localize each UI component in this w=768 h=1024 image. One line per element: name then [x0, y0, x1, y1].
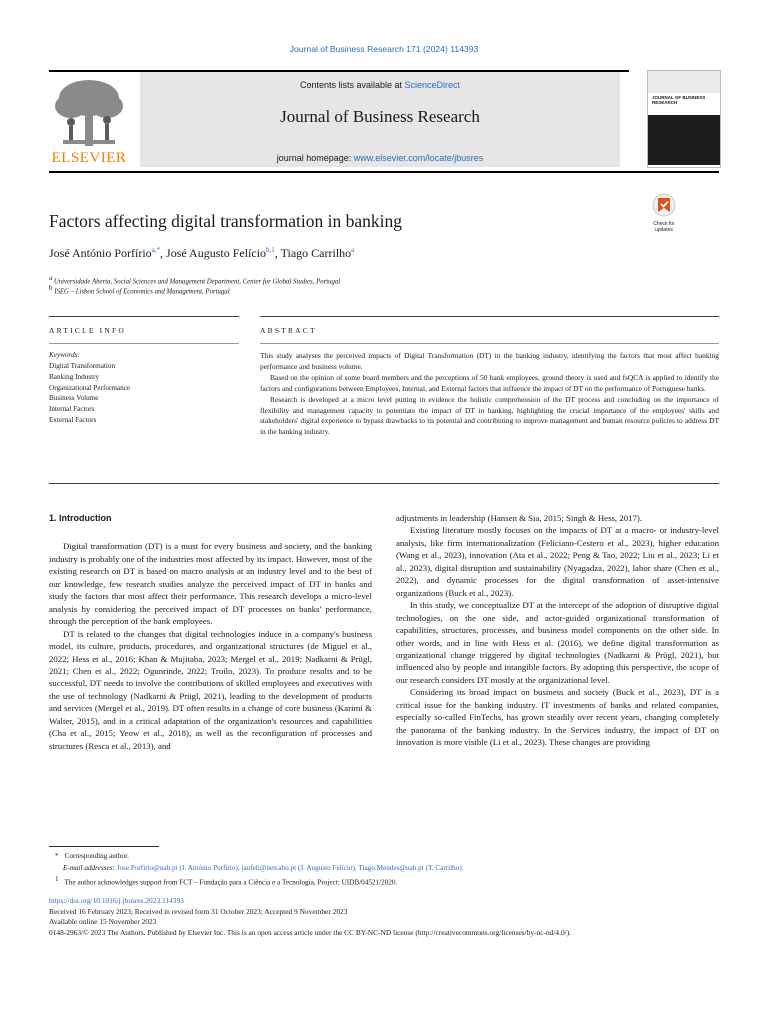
affiliation-text: Universidade Aberta, Social Sciences and Management Department, Center for Global Studies, Portugal [53, 278, 341, 286]
affiliation-text: ISEG – Lisbon School of Economics and Management, Portugal [54, 288, 230, 296]
publisher-name: ELSEVIER [51, 150, 127, 166]
footnote-corresponding: * Corresponding author. [55, 852, 129, 860]
sciencedirect-link[interactable]: ScienceDirect [404, 80, 461, 90]
doi-link[interactable]: https://doi.org/10.1016/j.jbusres.2023.114393 [49, 896, 184, 905]
keyword: Organizational Performance [49, 383, 131, 392]
corresponding-text: Corresponding author. [64, 852, 129, 860]
available-online: Available online 15 November 2023 [49, 917, 157, 927]
cover-band [648, 115, 720, 165]
author-list: José António Porfírio$^{a,*}$, José Augusto Felício$^{b,1}$, Tiago Carrilho$^a$ [49, 246, 355, 260]
cover-image [648, 71, 720, 93]
keywords-label: Keywords: [49, 351, 80, 359]
received-dates: Received 16 February 2023; Received in revised form 31 October 2023; Accepted 9 November 2023 [49, 906, 348, 916]
abstract-rule [260, 316, 719, 317]
homepage-prefix: journal homepage: [276, 153, 354, 163]
body-paragraph: In this study, we conceptualize DT at the intercept of the adoption of disruptive digital technologies, on the one side, and actor-guided organizational transformation of capabilities, structures, processes, and business model components on the other side. In other words, and in line with Hess et al. (2016), we define digital transformation as organizational change triggered by digital technologies (Nadkarni & Prügl, 2021), but influenced also by people and intangible factors. By adopting this perspective, the scope of our research considers DT mostly at the organizational level. [396, 600, 719, 685]
masthead-rule [49, 171, 719, 173]
article-info-rule [49, 316, 239, 317]
body-paragraph: Existing literature mostly focuses on the impacts of DT at a macro- or industry-level analysis, like firm internationalization (Feliciano-Cestero et al., 2023), higher education (Wang et al., 2023), innovation (Ata et al., 2022; Peng & Tao, 2022; Liu et al., 2023; Li et al., 2023), digital disruption and sustainability (Nyagadza, 2022), labor share (Chen et al., 2022), and dynamic processes for the digital transformation of asset-intensive organizations (Buck et al., 2023). [396, 525, 719, 598]
abstract-end-rule [49, 483, 719, 484]
homepage-line [140, 153, 620, 163]
emails-label: E-mail addresses: [63, 863, 115, 872]
footnote-1-text: The author acknowledges support from FCT – Fundação para a Ciência e a Tecnologia, Project: UIDB/04521/2020. [64, 878, 398, 887]
journal-cover-thumbnail [647, 70, 721, 168]
abstract-paragraph: Based on the opinion of some board members and the perceptions of 50 bank employees, ground theory is used and fsQCA is applied to identify the factors and configurations between Employees, Internal, and External factors that influence the impact of DT on the performance of Portuguese banks. [260, 372, 719, 393]
body-paragraph: adjustments in leadership (Hansen & Sia, 2015; Singh & Hess, 2017). [396, 513, 643, 523]
author-name[interactable]: Tiago Carrilho [280, 246, 352, 260]
crossmark-icon [652, 193, 676, 217]
article-meta [49, 896, 719, 938]
article-info-heading: ARTICLE INFO [49, 326, 126, 335]
license-text: 0148-2963/© 2023 The Authors. Published by Elsevier Inc. This is an open access article under the CC BY-NC-ND license (http://creativecommons.org/licenses/by-nc-nd/4.0/). [49, 927, 572, 937]
abstract-paragraph: Research is developed at a micro level putting in evidence the holistic comprehension of the DT process and concluding on the importance of flexibility and management capacity to potentiate the impact of DT in banking, highlighting the crucial importance of the employees' skills and stakeholders' digital experience to bypass drawbacks to its potential and contributing to improve management and human resource policies to address DT in the banking industry. [260, 394, 719, 437]
journal-title: Journal of Business Research [280, 107, 480, 126]
author-mark[interactable]: a,* [151, 246, 161, 254]
abstract-rule-2 [260, 343, 719, 344]
footnote-rule [49, 846, 159, 847]
abstract-paragraph: This study analyses the perceived impacts of Digital Transformation (DT) in the banking industry, identifying the factors that most affect banking performance and business volume. [260, 351, 719, 371]
keyword: Digital Transformation [49, 362, 116, 370]
emails-text[interactable]: Jose.Porfirio@uab.pt (J. António Porfírio), jaufeli@netcabo.pt (J. Augusto Felício), Tiago.Mendes@uab.pt (T. Carrilho). [116, 863, 464, 872]
keyword-list [49, 361, 130, 426]
abstract-body [260, 351, 719, 438]
article-info-rule-2 [49, 343, 239, 344]
footnote-1: $^1$ The author acknowledges support from FCT – Fundação para a Ciência e a Tecnologia, Project: UIDB/04521/2020. [55, 875, 398, 887]
affiliation [49, 284, 230, 295]
journal-reference[interactable]: Journal of Business Research 171 (2024) 114393 [289, 44, 479, 54]
article-title: Factors affecting digital transformation in banking [49, 211, 402, 231]
abstract-heading: ABSTRACT [260, 326, 317, 335]
body-paragraph: Digital transformation (DT) is a must for every business and society, and the banking industry is probably one of the industries most affected by its impact. However, most of the existing research on DT is based on macro analysis at an industry level and to the best of our knowledge, few research studies analyze the perceived impact of DT in banks and study the factors that most affect their performance. This research develops a micro-level analysis by considering the perceived impact of DT processes on banks' performance, through the perception of the bank employees. [49, 541, 372, 627]
keyword: External Factors [49, 415, 97, 424]
author-mark[interactable]: b,1 [266, 246, 275, 254]
cover-title: JOURNAL OF BUSINESS RESEARCH [652, 95, 706, 105]
body-paragraph: DT is related to the changes that digital technologies induce in a company's business model, its culture, products, procedures, and organizational structures (de Miguel et al., 2022; Hess et al., 2016; Khan & Mujitaba, 2023; Mergel et al., 2019; Nadkarni & Prügl, 2021; Chen et al., 2022; Ogunrinde, 2022; Troilo, 2023). To produce results and to be successful, DT needs to involve the contributions of skilled employees and executives with the use of technology (Nadkarni & Prügl, 2021), leading to the development of products and services (Mergel et al., 2019). DT often results in a change of core business (Karimi & Walter, 2015), and in a critical adaptation of the organization's resources and capabilities (Cha et al., 2015; Yeow et al., 2018), as well as the reconfiguration of processes and structures (Resca et al., 2013), and [49, 628, 372, 751]
keyword: Banking Industry [49, 372, 100, 381]
homepage-link[interactable]: www.elsevier.com/locate/jbusres [353, 153, 484, 163]
contents-line [140, 80, 620, 90]
left-column [49, 512, 372, 752]
footnotes [49, 851, 719, 889]
right-column [396, 512, 719, 749]
affiliation-mark: b [49, 284, 53, 292]
section-title: 1. Introduction [49, 513, 112, 523]
author-name[interactable]: José António Porfírio [49, 246, 152, 260]
keyword: Internal Factors [49, 405, 95, 414]
body-paragraph: Considering its broad impact on business and society (Buck et al., 2023), DT is a critical issue for the banking industry. IT investments of banks and related companies, especially so-called FinTechs, has grown steadily over recent years, changing completely the panorama of the banking industry. In the Services industry, the impact of DT on innovation is more visible (Li et al., 2023). These changes are providing [396, 687, 719, 748]
check-for-updates-badge[interactable] [647, 193, 681, 233]
footnote-emails [49, 863, 719, 875]
author-mark[interactable]: a [351, 246, 355, 254]
contents-prefix: Contents lists available at [299, 80, 405, 90]
keyword: Business Volume [49, 394, 99, 403]
affiliation-mark: a [49, 274, 53, 282]
crossmark-label: Check for updates [653, 221, 675, 233]
author-name[interactable]: José Augusto Felício [166, 246, 267, 260]
